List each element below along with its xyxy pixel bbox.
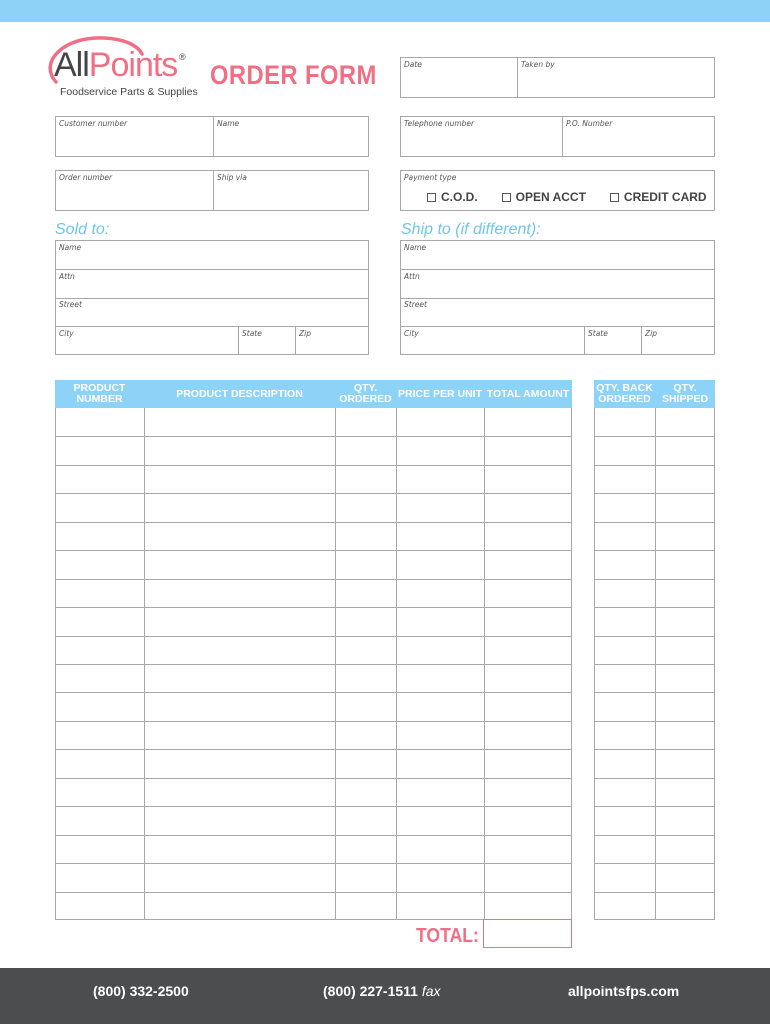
table-row-divider — [56, 863, 571, 864]
table-row-divider — [56, 579, 571, 580]
table-row-divider — [595, 436, 714, 437]
col-qty-ordered: QTY. ORDERED — [339, 382, 392, 405]
sold-to-street-label: Street — [59, 300, 82, 309]
table-row-divider — [595, 465, 714, 466]
table-row-divider — [56, 806, 571, 807]
po-number-label: P.O. Number — [566, 119, 613, 128]
date-taken-box — [400, 57, 715, 98]
table-row-divider — [595, 550, 714, 551]
sold-to-city-label: City — [59, 329, 74, 338]
table-row-divider — [595, 863, 714, 864]
items-table-header — [55, 380, 572, 408]
registered-mark: ® — [179, 52, 186, 62]
ship-to-zip-label: Zip — [645, 329, 657, 338]
telephone-field[interactable] — [401, 117, 562, 156]
table-row-divider — [56, 692, 571, 693]
customer-number-field[interactable] — [56, 117, 213, 156]
ship-to-city-label: City — [404, 329, 419, 338]
table-row-divider — [595, 835, 714, 836]
table-row-divider — [595, 579, 714, 580]
taken-by-field[interactable] — [517, 58, 714, 97]
table-row-divider — [595, 607, 714, 608]
sold-to-name-label: Name — [59, 243, 82, 252]
page-title: ORDER FORM — [210, 60, 377, 90]
ship-to-box — [400, 240, 715, 355]
order-number-field[interactable] — [56, 171, 213, 210]
sold-to-title: Sold to: — [55, 221, 110, 238]
cod-option[interactable]: C.O.D. — [427, 190, 478, 204]
name-label: Name — [217, 119, 240, 128]
table-row-divider — [56, 835, 571, 836]
payment-type-box — [400, 170, 715, 211]
col-qty-shipped: QTY. SHIPPED — [661, 382, 709, 405]
ship-to-state-label: State — [588, 329, 608, 338]
table-row-divider — [56, 636, 571, 637]
table-row-divider — [56, 778, 571, 779]
total-amount-field[interactable] — [483, 919, 572, 948]
shipping-table[interactable] — [594, 408, 715, 920]
telephone-label: Telephone number — [404, 119, 475, 128]
credit-card-option[interactable]: CREDIT CARD — [610, 190, 707, 204]
checkbox-icon[interactable] — [502, 193, 511, 202]
table-row-divider — [595, 749, 714, 750]
customer-row — [55, 116, 369, 157]
footer-bar — [0, 968, 770, 1024]
ship-to-title: Ship to (if different): — [401, 221, 541, 238]
payment-options — [427, 190, 731, 204]
sold-to-zip-label: Zip — [299, 329, 311, 338]
date-label: Date — [404, 60, 422, 69]
top-color-bar — [0, 0, 770, 22]
table-row-divider — [56, 550, 571, 551]
ship-via-field[interactable] — [213, 171, 368, 210]
order-row — [55, 170, 369, 211]
table-row-divider — [595, 778, 714, 779]
footer-phone[interactable]: (800) 332-2500 — [93, 983, 189, 999]
table-row-divider — [595, 522, 714, 523]
order-number-label: Order number — [59, 173, 113, 182]
table-row-divider — [56, 465, 571, 466]
shipping-table-header — [594, 380, 715, 408]
ship-via-label: Ship via — [217, 173, 247, 182]
sold-to-state-label: State — [242, 329, 262, 338]
col-price-per-unit: PRICE PER UNIT — [397, 387, 482, 400]
checkbox-icon[interactable] — [610, 193, 619, 202]
logo-tagline: Foodservice Parts & Supplies — [60, 86, 198, 98]
ship-to-attn-label: Attn — [404, 272, 420, 281]
col-qty-back-ordered: QTY. BACK ORDERED — [596, 382, 653, 405]
table-row-divider — [595, 692, 714, 693]
open-acct-option[interactable]: OPEN ACCT — [502, 190, 586, 204]
table-row-divider — [56, 493, 571, 494]
table-row-divider — [56, 436, 571, 437]
payment-type-label: Payment type — [404, 173, 457, 182]
table-row-divider — [56, 892, 571, 893]
table-row-divider — [595, 493, 714, 494]
contact-row — [400, 116, 715, 157]
ship-to-street-label: Street — [404, 300, 427, 309]
sold-to-attn-label: Attn — [59, 272, 75, 281]
table-row-divider — [595, 636, 714, 637]
col-product-number: PRODUCT NUMBER — [73, 382, 126, 405]
customer-number-label: Customer number — [59, 119, 128, 128]
col-total-amount: TOTAL AMOUNT — [486, 387, 570, 400]
logo-wordmark: AllPoints — [54, 46, 178, 84]
checkbox-icon[interactable] — [427, 193, 436, 202]
table-row-divider — [56, 664, 571, 665]
footer-website[interactable]: allpointsfps.com — [568, 983, 680, 999]
table-row-divider — [56, 607, 571, 608]
table-row-divider — [56, 522, 571, 523]
allpoints-logo — [34, 34, 198, 104]
items-table[interactable] — [55, 408, 572, 920]
po-number-field[interactable] — [562, 117, 714, 156]
footer-fax: (800) 227-1511 fax — [323, 983, 441, 999]
sold-to-box — [55, 240, 369, 355]
total-label: TOTAL: — [416, 925, 479, 947]
table-row-divider — [595, 806, 714, 807]
table-row-divider — [595, 721, 714, 722]
name-field[interactable] — [213, 117, 368, 156]
table-row-divider — [595, 892, 714, 893]
taken-by-label: Taken by — [521, 60, 555, 69]
date-field[interactable] — [401, 58, 518, 97]
table-row-divider — [56, 721, 571, 722]
table-row-divider — [595, 664, 714, 665]
table-row-divider — [56, 749, 571, 750]
ship-to-name-label: Name — [404, 243, 427, 252]
col-product-description: PRODUCT DESCRIPTION — [176, 387, 303, 400]
